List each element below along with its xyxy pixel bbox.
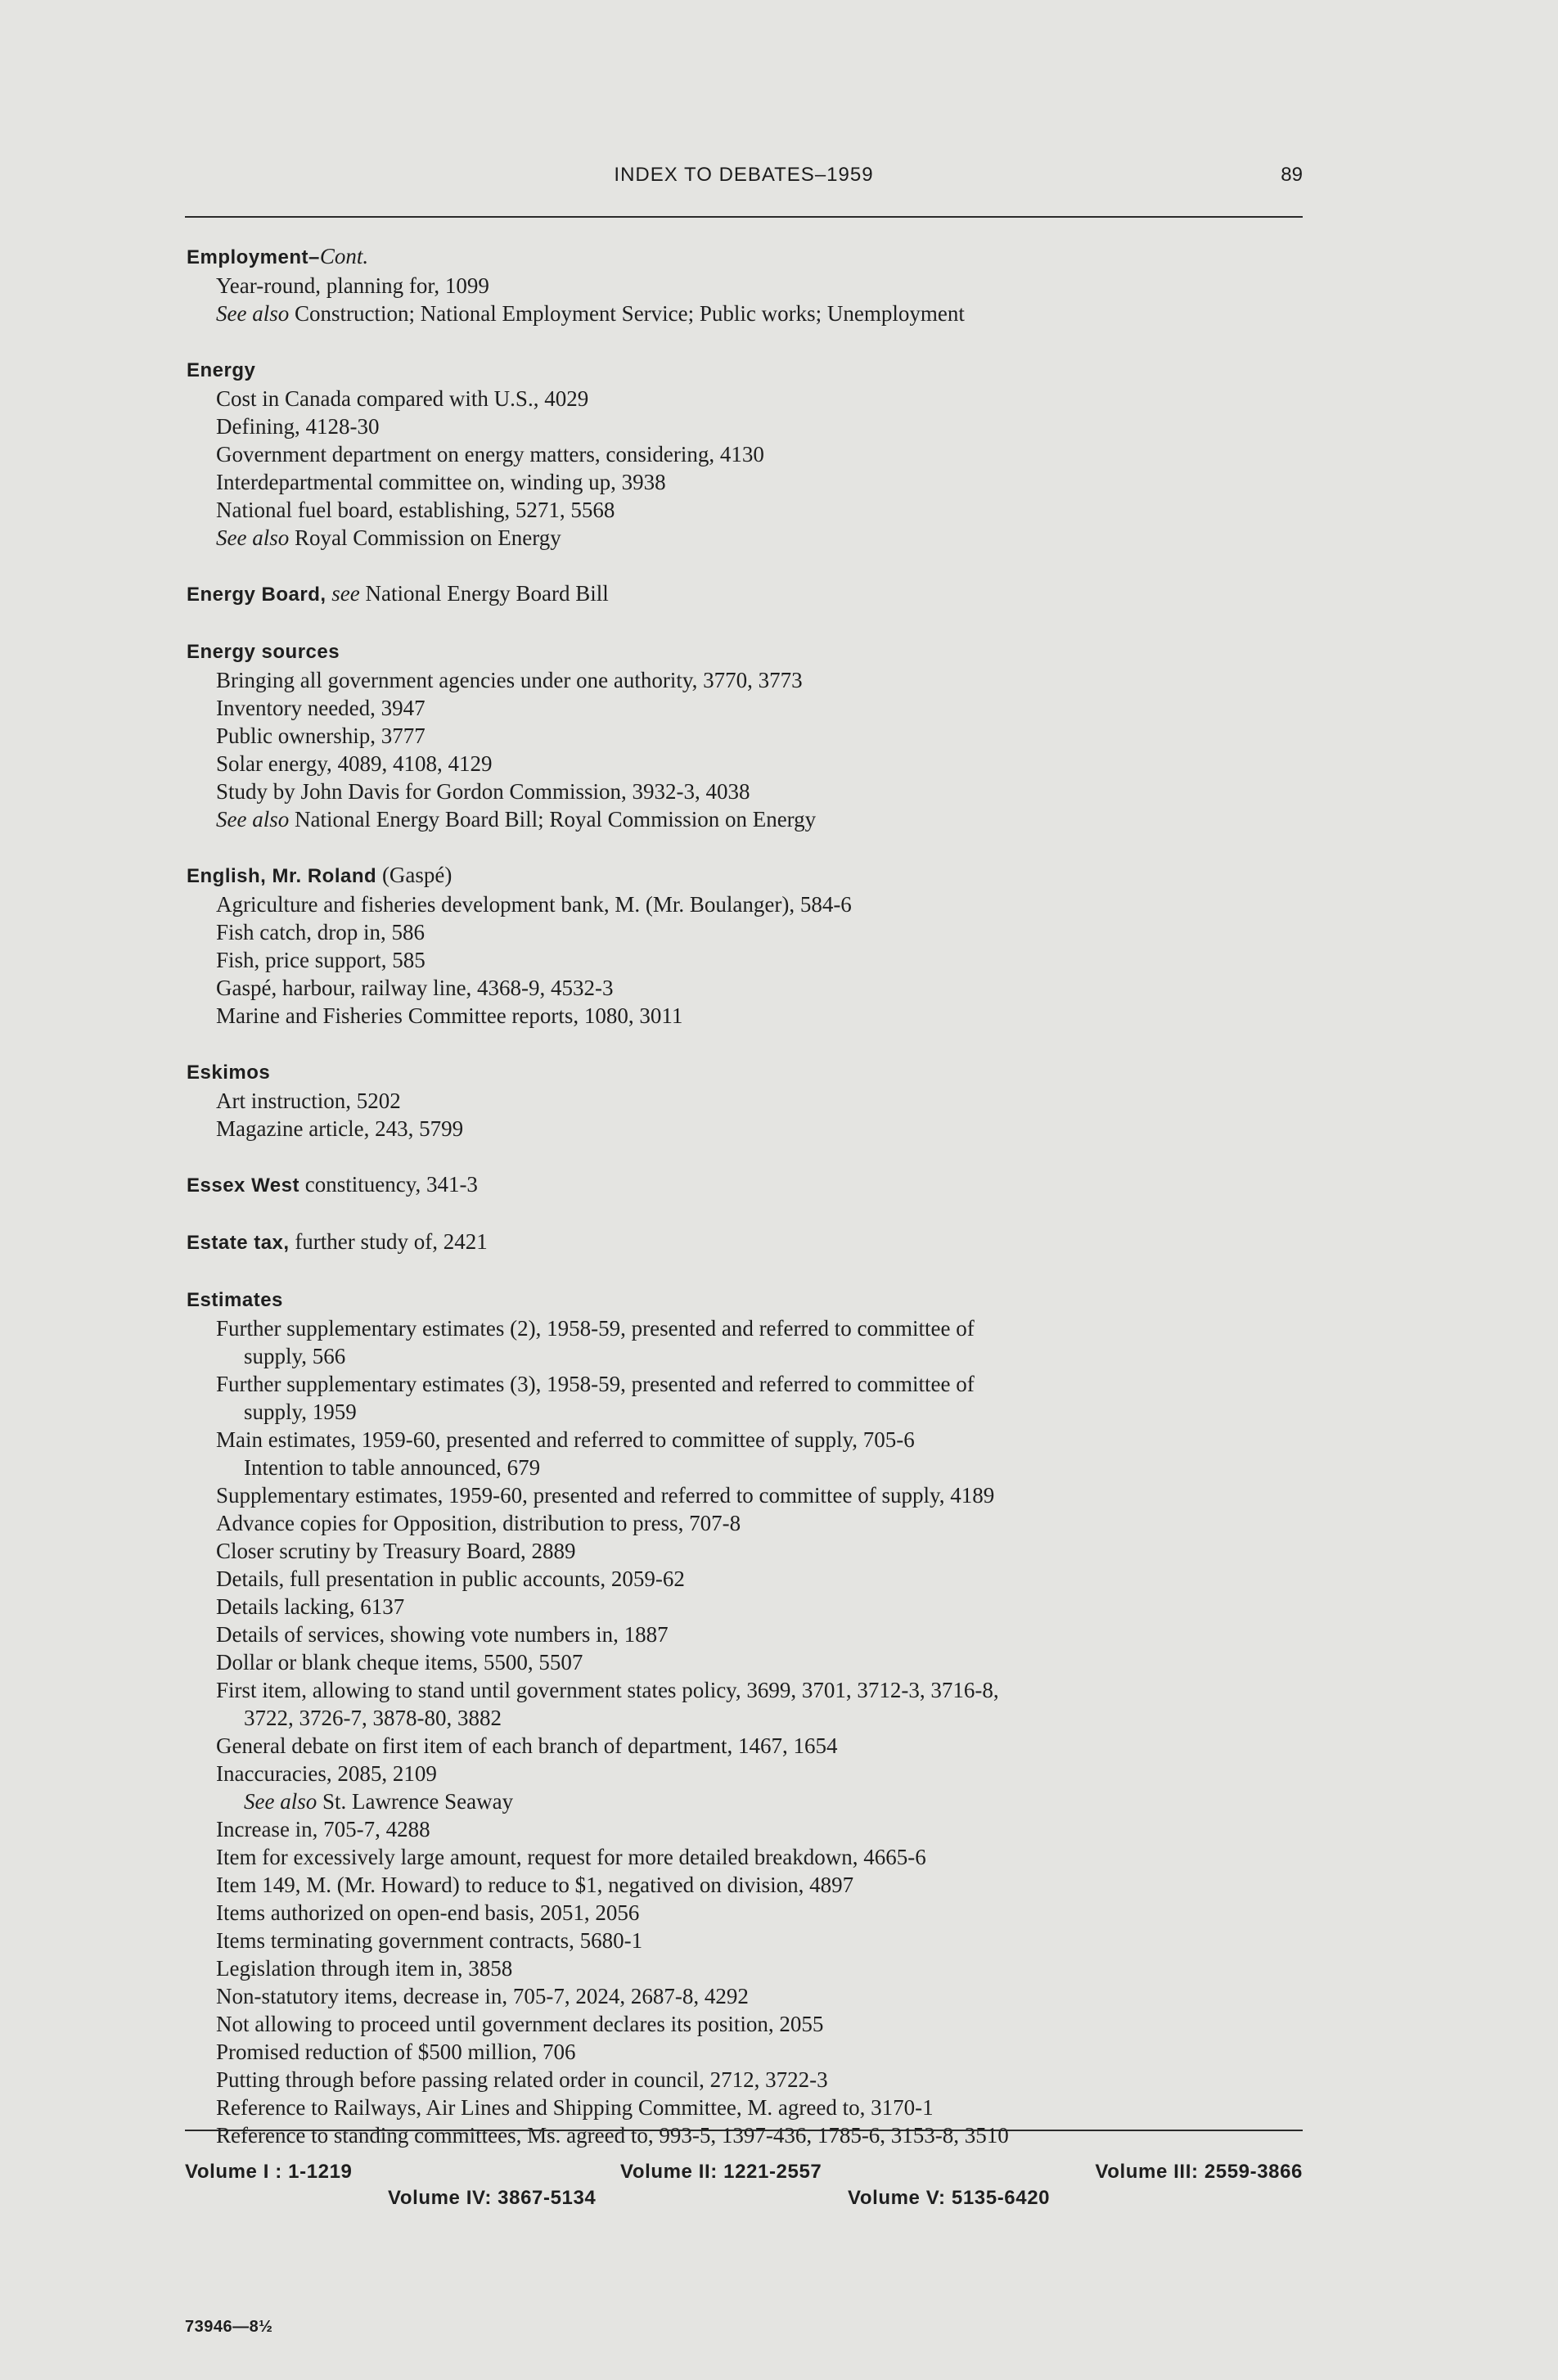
subentry-text: Further supplementary estimates (3), 1958-59, presented and referred to committee of [216, 1372, 975, 1396]
entry-heading [187, 1057, 1316, 1087]
subentry [187, 1899, 1316, 1927]
subentry-text: Marine and Fisheries Committee reports, 1080, 3011 [216, 1003, 683, 1028]
subentry [187, 1370, 1316, 1398]
subentry-text: Item for excessively large amount, request for more detailed breakdown, 4665-6 [216, 1845, 926, 1869]
subentry-continuation [187, 1704, 1316, 1732]
subentry-text: Royal Commission on Energy [289, 525, 561, 550]
subentry-text: Supplementary estimates, 1959-60, presented and referred to committee of supply, 4189 [216, 1483, 995, 1508]
subentry-text: Inaccuracies, 2085, 2109 [216, 1761, 437, 1786]
subentry-text: Interdepartmental committee on, winding up, 3938 [216, 470, 666, 494]
subentry-text: First item, allowing to stand until government states policy, 3699, 3701, 3712-3, 3716-8, [216, 1678, 999, 1702]
index-entry [187, 1228, 1316, 1257]
running-head: INDEX TO DEBATES–1959 [614, 164, 874, 186]
print-code: 73946—8½ [185, 2318, 273, 2336]
subentry-text: 3722, 3726-7, 3878-80, 3882 [244, 1706, 502, 1730]
subentry [187, 1843, 1316, 1871]
subentry-text: Putting through before passing related order in council, 2712, 3722-3 [216, 2067, 828, 2092]
subentry [187, 1927, 1316, 1954]
index-entry [187, 242, 1316, 327]
subentry-text: National fuel board, establishing, 5271, 5568 [216, 498, 615, 522]
entry-heading [187, 637, 1316, 666]
subentry-text: Items authorized on open-end basis, 2051, 2056 [216, 1900, 640, 1925]
entry-heading-term: Energy [187, 359, 256, 381]
subentry-text: Defining, 4128-30 [216, 414, 380, 439]
subentry-text: Construction; National Employment Service; Public works; Unemployment [289, 301, 965, 326]
entry-heading-term: Essex West [187, 1174, 299, 1197]
entry-heading-detail: constituency, 341-3 [299, 1172, 478, 1197]
subentry-text: Government department on energy matters, considering, 4130 [216, 442, 764, 467]
subentry-text: St. Lawrence Seaway [317, 1789, 514, 1814]
subentry [187, 1982, 1316, 2010]
entry-heading [187, 861, 1316, 890]
index-entry [187, 1285, 1316, 2149]
subentry-text: Gaspé, harbour, railway line, 4368-9, 4532-3 [216, 976, 614, 1000]
subentry [187, 272, 1316, 300]
index-entry [187, 637, 1316, 833]
subentry-continuation [187, 1787, 1316, 1815]
subentry [187, 1426, 1316, 1454]
index-entry [187, 1170, 1316, 1200]
subentry-text: Details of services, showing vote numbers in, 1887 [216, 1622, 669, 1647]
subentry [187, 385, 1316, 412]
subentry [187, 1115, 1316, 1143]
subentry-text: Further supplementary estimates (2), 1958-59, presented and referred to committee of [216, 1316, 975, 1341]
entry-heading-term: Employment– [187, 246, 320, 268]
subentry [187, 974, 1316, 1002]
subentry [187, 805, 1316, 833]
subentry-text: Fish, price support, 585 [216, 948, 426, 972]
subentry [187, 2121, 1316, 2149]
entry-heading-term: Energy sources [187, 641, 340, 663]
entry-heading [187, 1170, 1316, 1200]
subentry [187, 2010, 1316, 2038]
subentry-text: General debate on first item of each branch of department, 1467, 1654 [216, 1733, 838, 1758]
subentry [187, 496, 1316, 524]
index-entry [187, 355, 1316, 552]
subentry-text: Legislation through item in, 3858 [216, 1956, 513, 1981]
subentry-text: Solar energy, 4089, 4108, 4129 [216, 751, 493, 776]
subentry-text: Intention to table announced, 679 [244, 1455, 541, 1480]
see-also-label: See also [216, 525, 290, 550]
subentry [187, 1620, 1316, 1648]
subentry-text: Inventory needed, 3947 [216, 696, 426, 720]
subentry-text: Year-round, planning for, 1099 [216, 273, 489, 298]
subentry-text: Fish catch, drop in, 586 [216, 920, 425, 944]
subentry-text: supply, 566 [244, 1344, 346, 1368]
entry-heading-detail: (Gaspé) [376, 863, 453, 887]
subentry-text: Art instruction, 5202 [216, 1089, 401, 1113]
subentry [187, 1760, 1316, 1787]
entry-heading [187, 355, 1316, 385]
subentry-continuation [187, 1342, 1316, 1370]
subentry [187, 722, 1316, 750]
subentry-text: Items terminating government contracts, 5680-1 [216, 1928, 643, 1953]
page-number: 89 [1281, 164, 1303, 186]
subentry-text: Study by John Davis for Gordon Commission, 3932-3, 4038 [216, 779, 750, 804]
subentry [187, 1676, 1316, 1704]
subentry [187, 300, 1316, 327]
entry-heading [187, 1285, 1316, 1314]
volume-4-range: Volume IV: 3867-5134 [388, 2187, 597, 2209]
entry-heading [187, 579, 1316, 609]
subentry [187, 2094, 1316, 2121]
index-entry [187, 861, 1316, 1030]
subentry-text: Promised reduction of $500 million, 706 [216, 2040, 576, 2064]
see-also-label: See also [216, 301, 290, 326]
subentry [187, 1871, 1316, 1899]
subentry [187, 778, 1316, 805]
volume-5-range: Volume V: 5135-6420 [848, 2187, 1051, 2209]
subentry [187, 2066, 1316, 2094]
entry-heading-term: Eskimos [187, 1062, 271, 1084]
entry-heading-detail: National Energy Board Bill [359, 581, 609, 606]
subentry-continuation [187, 1398, 1316, 1426]
subentry [187, 666, 1316, 694]
subentry [187, 1087, 1316, 1115]
entry-heading [187, 242, 1316, 272]
subentry [187, 1002, 1316, 1030]
subentry-text: Cost in Canada compared with U.S., 4029 [216, 386, 589, 411]
volume-3-range: Volume III: 2559-3866 [1095, 2161, 1303, 2183]
entry-heading-term: English, Mr. Roland [187, 865, 377, 887]
subentry [187, 1815, 1316, 1843]
entry-heading-continued: Cont. [319, 244, 369, 268]
subentry [187, 1593, 1316, 1620]
index-entries [187, 242, 1316, 2177]
subentry-text: Dollar or blank cheque items, 5500, 5507 [216, 1650, 583, 1675]
subentry-text: Increase in, 705-7, 4288 [216, 1817, 430, 1841]
entry-heading-term: Estate tax, [187, 1232, 290, 1254]
see-also-label: See also [216, 807, 290, 832]
subentry-text: Public ownership, 3777 [216, 723, 426, 748]
subentry-text: Details, full presentation in public accounts, 2059-62 [216, 1566, 685, 1591]
subentry-text: Reference to standing committees, Ms. agreed to, 993-5, 1397-436, 1785-6, 3153-8, 3510 [216, 2123, 1009, 2148]
subentry-text: Item 149, M. (Mr. Howard) to reduce to $1, negatived on division, 4897 [216, 1873, 854, 1897]
entry-see-reference: see [326, 581, 360, 606]
subentry [187, 1732, 1316, 1760]
footer-rule [185, 2130, 1303, 2131]
subentry [187, 1954, 1316, 1982]
subentry [187, 1565, 1316, 1593]
see-also-label: See also [244, 1789, 317, 1814]
subentry-text: Closer scrutiny by Treasury Board, 2889 [216, 1539, 576, 1563]
subentry-text: Advance copies for Opposition, distribution to press, 707-8 [216, 1511, 741, 1535]
subentry-text: Not allowing to proceed until government declares its position, 2055 [216, 2012, 824, 2036]
subentry [187, 1648, 1316, 1676]
subentry [187, 1481, 1316, 1509]
subentry [187, 468, 1316, 496]
subentry-text: Bringing all government agencies under one authority, 3770, 3773 [216, 668, 803, 692]
subentry-text: Non-statutory items, decrease in, 705-7, 2024, 2687-8, 4292 [216, 1984, 749, 2008]
entry-heading-detail: further study of, 2421 [289, 1229, 488, 1254]
entry-heading-term: Estimates [187, 1289, 283, 1311]
page-header [185, 164, 1303, 218]
entry-heading-term: Energy Board, [187, 584, 326, 606]
subentry-text: Magazine article, 243, 5799 [216, 1116, 464, 1141]
entry-heading [187, 1228, 1316, 1257]
subentry-text: supply, 1959 [244, 1400, 357, 1424]
subentry [187, 2038, 1316, 2066]
subentry-text: Agriculture and fisheries development bank, M. (Mr. Boulanger), 584-6 [216, 892, 852, 917]
subentry [187, 750, 1316, 778]
subentry-text: Main estimates, 1959-60, presented and referred to committee of supply, 705-6 [216, 1427, 915, 1452]
subentry [187, 918, 1316, 946]
subentry [187, 694, 1316, 722]
subentry-text: Reference to Railways, Air Lines and Shipping Committee, M. agreed to, 3170-1 [216, 2095, 934, 2120]
subentry-continuation [187, 1454, 1316, 1481]
subentry [187, 1509, 1316, 1537]
subentry [187, 946, 1316, 974]
subentry [187, 440, 1316, 468]
subentry [187, 524, 1316, 552]
subentry-text: National Energy Board Bill; Royal Commission on Energy [289, 807, 817, 832]
subentry-text: Details lacking, 6137 [216, 1594, 405, 1619]
subentry [187, 412, 1316, 440]
subentry [187, 1537, 1316, 1565]
subentry [187, 1314, 1316, 1342]
volume-1-range: Volume I : 1-1219 [185, 2161, 353, 2183]
volume-2-range: Volume II: 1221-2557 [620, 2161, 822, 2183]
index-entry [187, 579, 1316, 609]
index-entry [187, 1057, 1316, 1143]
subentry [187, 890, 1316, 918]
